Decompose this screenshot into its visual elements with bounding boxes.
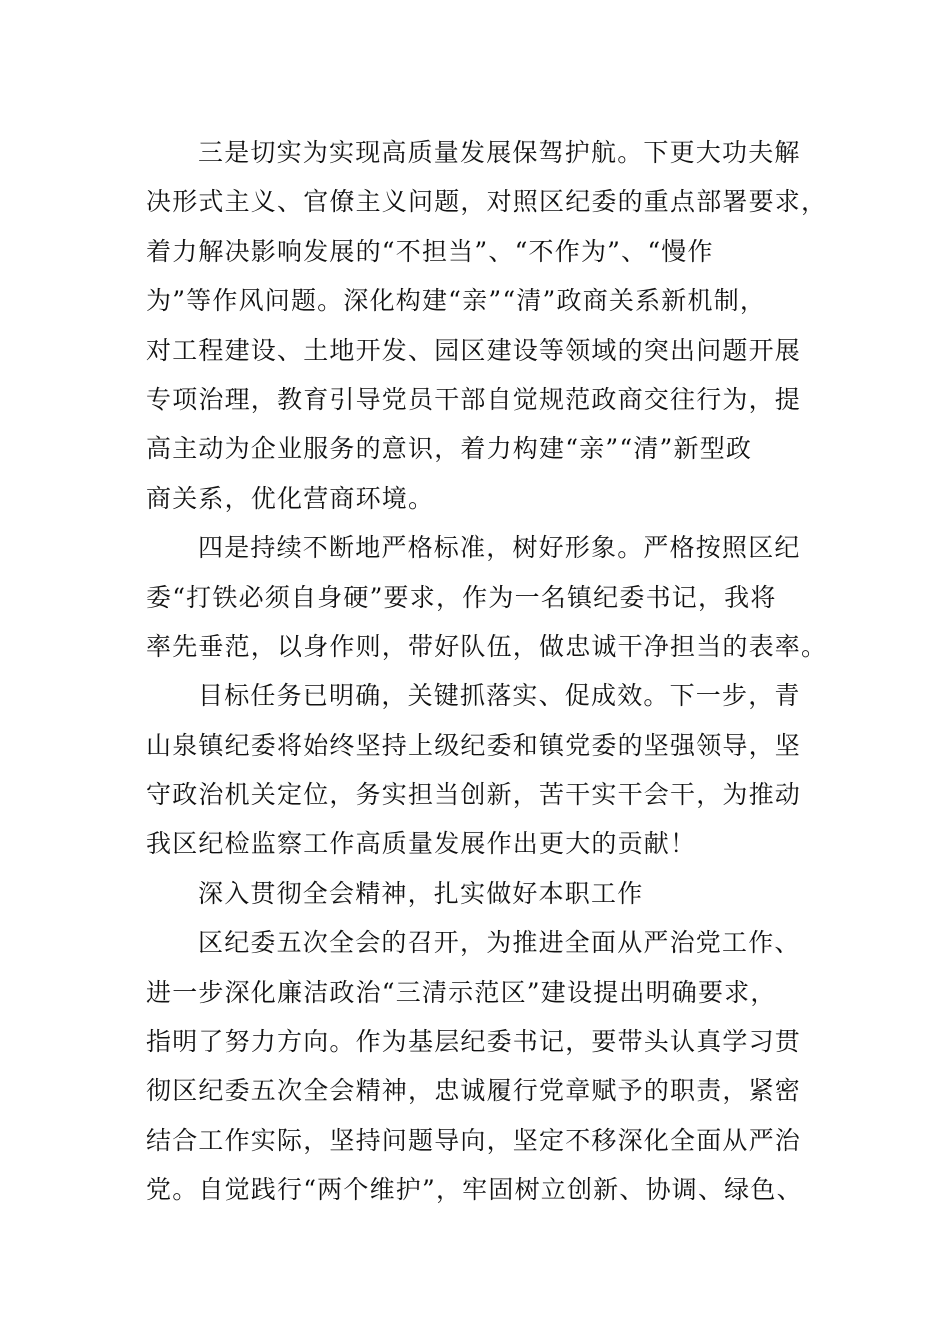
paragraph-line: 目标任务已明确，关键抓落实、促成效。下一步，青 [198,681,801,711]
paragraph-line: 着力解决影响发展的“不担当”、“不作为”、“慢作 [146,236,714,266]
paragraph-line: 结合工作实际，坚持问题导向，坚定不移深化全面从严治 [146,1125,802,1155]
paragraph-line: 率先垂范，以身作则，带好队伍，做忠诚干净担当的表率。 [146,631,828,661]
paragraph-line: 委“打铁必须自身硬”要求，作为一名镇纪委书记，我将 [146,582,777,612]
paragraph-line: 三是切实为实现高质量发展保驾护航。下更大功夫解 [198,138,801,167]
paragraph-line: 商关系，优化营商环境。 [146,483,435,513]
paragraph-line: 四是持续不断地严格标准，树好形象。严格按照区纪 [198,533,801,563]
paragraph-line: 守政治机关定位，务实担当创新，苦干实干会干，为推动 [146,780,802,810]
paragraph-line: 专项治理，教育引导党员干部自觉规范政商交往行为，提 [146,384,802,414]
paragraph-line: 为”等作风问题。深化构建“亲”“清”政商关系新机制， [146,286,767,316]
paragraph-line: 决形式主义、官僚主义问题，对照区纪委的重点部署要求， [146,187,828,217]
paragraph-line: 我区纪检监察工作高质量发展作出更大的贡献！ [146,829,697,859]
paragraph-line: 党。自觉践行“两个维护”，牢固树立创新、协调、绿色、 [146,1175,803,1205]
paragraph-line: 高主动为企业服务的意识，着力构建“亲”“清”新型政 [146,434,753,464]
paragraph-line: 指明了努力方向。作为基层纪委书记，要带头认真学习贯 [146,1027,802,1057]
section-heading: 深入贯彻全会精神，扎实做好本职工作 [198,878,644,908]
paragraph-line: 进一步深化廉洁政治“三清示范区”建设提出明确要求， [146,977,777,1007]
paragraph-line: 区纪委五次全会的召开，为推进全面从严治党工作、 [198,928,801,958]
document-body [146,128,828,1215]
paragraph-line: 对工程建设、土地开发、园区建设等领域的突出问题开展 [146,335,802,365]
paragraph-line: 彻区纪委五次全会精神，忠诚履行党章赋予的职责，紧密 [146,1076,802,1106]
paragraph-line: 山泉镇纪委将始终坚持上级纪委和镇党委的坚强领导，坚 [146,730,802,760]
